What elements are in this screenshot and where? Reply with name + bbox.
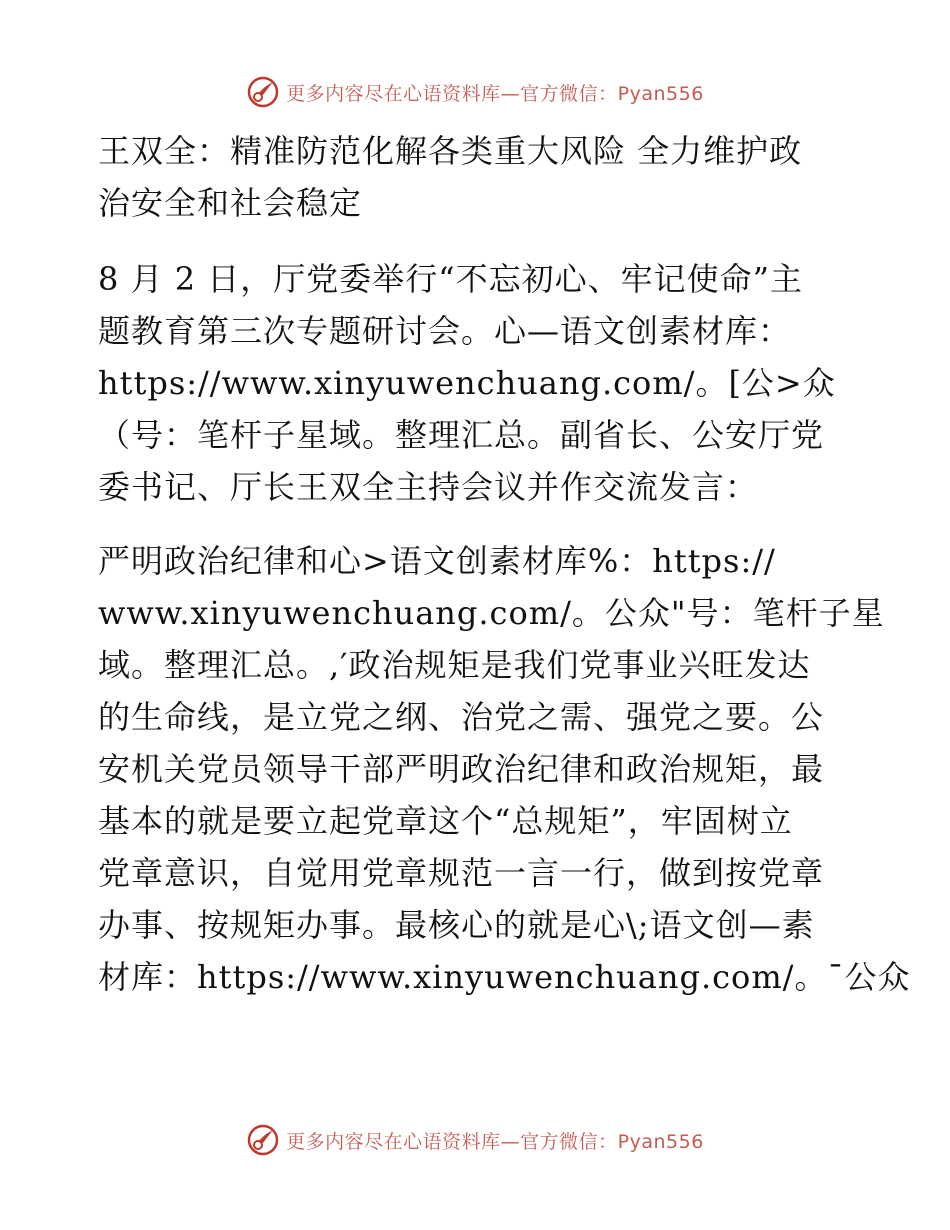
watermark-text: 更多内容尽在心语资料库—官方微信：Pyan556 (286, 1130, 704, 1153)
title-line: 治安全和社会稳定 (98, 184, 363, 222)
text-line: 办事、按规矩办事。最核心的就是心\;语文创—素 (98, 906, 815, 944)
text-line: 委书记、厅长王双全主持会议并作交流发言： (98, 468, 759, 506)
text-line: 党章意识，自觉用党章规范一言一行，做到按党章 (98, 854, 825, 892)
text-line: 的生命线，是立党之纲、治党之需、强党之要。公 (98, 698, 825, 736)
document-title (98, 125, 858, 229)
text-line: 基本的就是要立起党章这个“总规矩”，牢固树立 (98, 802, 793, 840)
text-line: （号：笔杆子星域。整理汇总。副省长、公安厅党 (98, 416, 825, 454)
text-line: 严明政治纪律和心>语文创素材库%：https:// (98, 542, 776, 580)
document-body (98, 125, 911, 1003)
paragraph-1 (98, 253, 858, 513)
header-watermark (0, 70, 950, 114)
footer-watermark (0, 1118, 950, 1162)
title-line: 王双全：精准防范化解各类重大风险 全力维护政 (98, 132, 803, 170)
text-line: 题教育第三次专题研讨会。心—语文创素材库： (98, 312, 792, 350)
brush-logo-icon (246, 75, 280, 109)
paragraph-2 (98, 535, 911, 1003)
text-line: 8 月 2 日，厅党委举行“不忘初心、牢记使命”主 (98, 260, 803, 298)
text-line: www.xinyuwenchuang.com/。公众"号：笔杆子星 (98, 594, 885, 632)
text-line: https://www.xinyuwenchuang.com/。[公>众 (98, 364, 836, 402)
watermark-text: 更多内容尽在心语资料库—官方微信：Pyan556 (286, 82, 704, 105)
text-line: 域。整理汇总。,′政治规矩是我们党事业兴旺发达 (98, 646, 811, 684)
brush-logo-icon (246, 1123, 280, 1157)
text-line: 材库：https://www.xinyuwenchuang.com/。¯公众 (98, 958, 911, 996)
text-line: 安机关党员领导干部严明政治纪律和政治规矩，最 (98, 750, 825, 788)
